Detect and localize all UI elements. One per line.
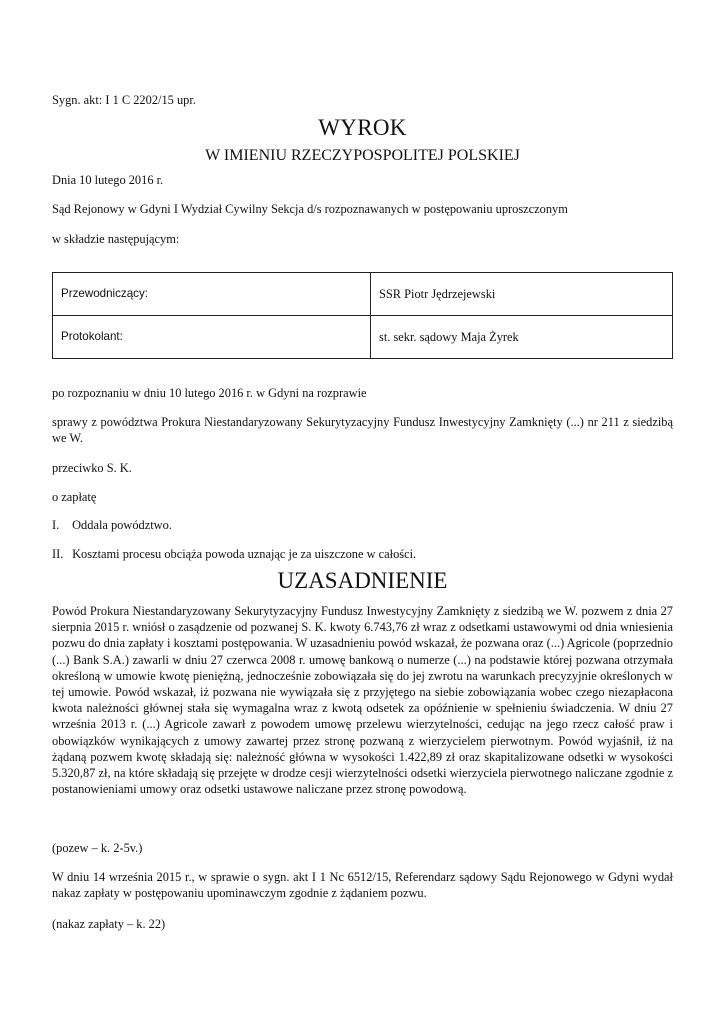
evidence-reference: (pozew – k. 2-5v.) xyxy=(52,841,143,855)
table-row xyxy=(53,273,673,316)
court-name: Sąd Rejonowy w Gdyni I Wydział Cywilny Sekcja d/s rozpoznawanych w postępowaniu uproszczonym xyxy=(52,202,568,216)
table-row xyxy=(53,316,673,359)
judgment-date: Dnia 10 lutego 2016 r. xyxy=(52,173,164,187)
justification-title: UZASADNIENIE xyxy=(277,568,448,593)
justification-paragraph: Powód Prokura Niestandaryzowany Sekurytyzacyjny Fundusz Inwestycyjny Zamknięty z siedzibą we W. pozwem z dnia 27 sierpnia 2015 r. wniósł o zasądzenie od pozwanej S. K. kwoty 6.743,76 zł wraz z odsetkami ustawowymi od dnia wniesienia pozwu do dnia zapłaty i kosztami postępowania. W uzasadnieniu powód wskazał, że pozwana oraz (...) Agricole (poprzednio (...) Bank S.A.) zawarli w dniu 27 czerwca 2008 r. umowę bankową o numerze (...) na podstawie której pozwana otrzymała określoną w umowie kwotę pieniężną, jednocześnie zobowiązała się do jej zwrotu na warunkach precyzyjnie określonych w tej umowie. Powód wskazał, iż pozwana nie wywiązała się z przyjętego na siebie zobowiązania wobec czego niezapłacona kwota należności głównej stała się wymagalna wraz z kwotą odsetek za opóźnienie w spełnieniu świadczenia. W dniu 27 września 2013 r. (...) Agricole zawarł z powodem umowę przelewu wierzytelności, cedując na jego rzecz całość praw i obowiązków wynikających z umowy zawartej przez stronę pozwaną z wierzycielem pierwotnym. Powód wyjaśnił, iż na żądaną pozwem kwotę składają się: należność główna w wysokości 1.422,89 zł oraz skapitalizowane odsetki w wysokości 5.320,87 zł, na które składają się przejęte w drodze cesji wierzytelności odsetki wierzyciela pierwotnego naliczane zgodnie z postanowieniami umowy oraz odsetki ustawowe naliczane przez stronę powodową. xyxy=(52,604,673,797)
ruling-text: Oddala powództwo. xyxy=(72,518,172,532)
ruling-number: I. xyxy=(52,518,60,532)
panel-table xyxy=(52,272,673,359)
composition-intro: w składzie następującym: xyxy=(52,232,180,246)
hearing-line: po rozpoznaniu w dniu 10 lutego 2016 r. w Gdyni na rozprawie xyxy=(52,386,367,400)
ruling-item xyxy=(52,546,673,562)
ruling-number: II. xyxy=(52,547,64,561)
judgment-subtitle: W IMIENIU RZECZYPOSPOLITEJ POLSKIEJ xyxy=(205,147,520,164)
claim-subject: o zapłatę xyxy=(52,490,97,504)
judgment-title: WYROK xyxy=(318,115,407,140)
justification-paragraph: W dniu 14 września 2015 r., w sprawie o sygn. akt I 1 Nc 6512/15, Referendarz sądowy Sądu Rejonowego w Gdyni wydał nakaz zapłaty w postępowaniu upominawczym zgodnie z żądaniem pozwu. xyxy=(52,870,673,901)
ruling-item xyxy=(52,517,673,533)
panel-name: st. sekr. sądowy Maja Żyrek xyxy=(371,316,673,359)
panel-role: Protokolant: xyxy=(53,316,371,359)
panel-name: SSR Piotr Jędrzejewski xyxy=(371,273,673,316)
evidence-reference: (nakaz zapłaty – k. 22) xyxy=(52,917,166,931)
case-description: sprawy z powództwa Prokura Niestandaryzowany Sekurytyzacyjny Fundusz Inwestycyjny Zamknięty (...) nr 211 z siedzibą we W. xyxy=(52,415,673,446)
defendant-line: przeciwko S. K. xyxy=(52,461,132,475)
panel-role: Przewodniczący: xyxy=(53,273,371,316)
ruling-text: Kosztami procesu obciąża powoda uznając je za uiszczone w całości. xyxy=(72,547,417,561)
case-signature: Sygn. akt: I 1 C 2202/15 upr. xyxy=(52,93,196,107)
